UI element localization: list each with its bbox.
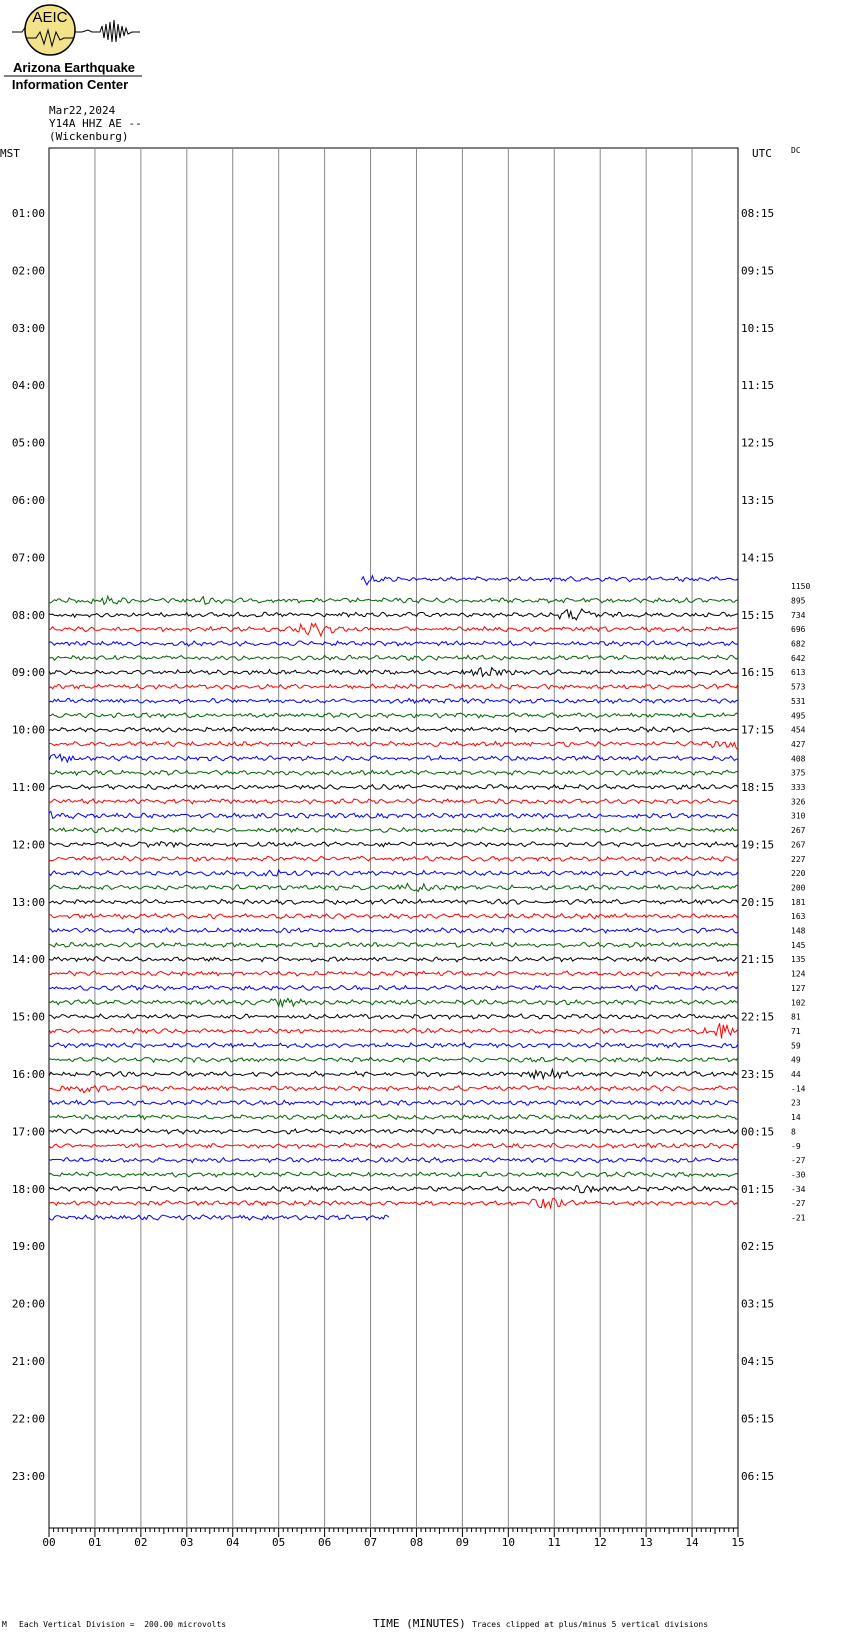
mst-hour-label: 09:00: [11, 666, 45, 680]
dc-offset-label: 81: [791, 1012, 801, 1022]
utc-hour-label: 16:15: [741, 666, 775, 680]
mst-hour-label: 21:00: [11, 1355, 45, 1368]
dc-offset-label: 734: [791, 610, 806, 620]
dc-offset-label: 531: [791, 696, 806, 706]
mst-hour-label: 13:00: [11, 895, 45, 909]
x-tick-label: 08: [409, 1536, 424, 1549]
utc-hour-label: 02:15: [741, 1240, 775, 1254]
x-tick-label: 07: [363, 1536, 378, 1549]
trace-line: [49, 856, 738, 861]
trace-line: [49, 1115, 738, 1120]
trace-line: [49, 785, 738, 790]
trace-line: [49, 914, 738, 919]
dc-offset-label: -27: [791, 1199, 806, 1209]
utc-hour-label: 22:15: [741, 1010, 775, 1024]
utc-hour-label: 15:15: [741, 608, 775, 622]
mst-hour-label: 08:00: [11, 608, 45, 622]
trace-line: [49, 971, 738, 976]
utc-hour-label: 17:15: [741, 723, 775, 737]
utc-hour-label: 03:15: [741, 1297, 775, 1311]
dc-offset-label: 375: [791, 768, 806, 778]
clip-note: Traces clipped at plus/minus 5 vertical divisions: [472, 1620, 709, 1629]
dc-offset-label: 495: [791, 711, 806, 721]
trace-line: [49, 741, 738, 750]
left-axis-title: MST: [0, 147, 20, 160]
dc-offset-label: 227: [791, 854, 806, 864]
trace-line: [49, 754, 738, 762]
trace-line: [49, 811, 738, 818]
trace-line: [49, 957, 738, 962]
mst-hour-label: 14:00: [11, 953, 45, 967]
x-tick-label: 06: [317, 1536, 332, 1549]
dc-offset-label: -14: [791, 1084, 806, 1094]
x-axis-label: TIME (MINUTES): [373, 1617, 466, 1630]
mst-hour-label: 06:00: [11, 494, 45, 507]
trace-line: [49, 1069, 738, 1078]
utc-hour-label: 06:15: [741, 1469, 775, 1483]
logo-title-line1: Arizona Earthquake: [12, 60, 136, 75]
x-tick-label: 15: [731, 1536, 745, 1549]
dc-offset-label: 267: [791, 840, 806, 850]
trace-line: [49, 799, 738, 804]
trace-line: [49, 842, 738, 848]
minor-ticks: [49, 1528, 738, 1537]
trace-line: [49, 727, 738, 732]
dc-offset-label: 102: [791, 998, 806, 1008]
x-tick-label: 00: [42, 1536, 56, 1549]
utc-hour-label: 05:15: [741, 1412, 775, 1426]
dc-offset-label: 454: [791, 725, 806, 735]
dc-offset-label: 696: [791, 625, 806, 635]
dc-offset-label: 59: [791, 1041, 801, 1051]
logo-acronym: AEIC: [32, 9, 68, 26]
logo-title-line2: Information Center: [11, 77, 129, 92]
mst-hour-label: 23:00: [11, 1469, 45, 1483]
trace-line: [49, 1043, 738, 1048]
mst-hour-labels: [12, 207, 45, 1483]
dc-offset-label: 163: [791, 912, 806, 922]
trace-line: [49, 1186, 738, 1193]
dc-offset-label: 408: [791, 754, 806, 764]
trace-line: [49, 899, 738, 904]
trace-line: [49, 883, 738, 891]
trace-line: [49, 1014, 738, 1019]
x-tick-label: 04: [226, 1536, 240, 1549]
trace-line: [49, 1143, 738, 1148]
utc-hour-label: 21:15: [741, 953, 775, 967]
utc-hour-label: 00:15: [741, 1125, 775, 1139]
dc-offset-label: 895: [791, 596, 806, 606]
plot-frame: [49, 148, 738, 1528]
dc-offset-label: 14: [791, 1113, 801, 1123]
trace-line: [49, 1129, 738, 1134]
utc-hour-label: 10:15: [741, 321, 775, 335]
dc-offset-label: 333: [791, 783, 806, 792]
dc-offset-label: 23: [791, 1098, 801, 1108]
trace-line: [49, 770, 738, 775]
dc-offset-label: 181: [791, 897, 806, 907]
x-tick-label: 10: [501, 1536, 515, 1549]
dc-offset-label: 1150: [791, 582, 811, 592]
dc-offset-label: 427: [791, 739, 806, 749]
x-tick-label: 02: [134, 1536, 148, 1549]
record-date: Mar22,2024: [49, 104, 116, 117]
trace-line: [49, 684, 738, 689]
dc-offset-label: 49: [791, 1055, 801, 1065]
dc-offset-label: 145: [791, 940, 806, 950]
mst-hour-label: 22:00: [11, 1412, 45, 1426]
dc-offset-label: 127: [791, 983, 806, 993]
dc-offset-label: -27: [791, 1156, 806, 1166]
dc-offset-label: 573: [791, 682, 806, 692]
dc-offset-label: 148: [791, 926, 806, 936]
utc-hour-label: 12:15: [741, 436, 775, 450]
trace-line: [49, 1158, 738, 1163]
dc-offset-label: 310: [791, 811, 806, 821]
trace-line: [49, 698, 738, 703]
footer-mark: M: [2, 1620, 7, 1629]
trace-line: [49, 928, 738, 933]
utc-hour-label: 08:15: [741, 207, 775, 220]
mst-hour-label: 03:00: [11, 321, 45, 335]
dc-offset-label: 44: [791, 1070, 801, 1079]
minute-tick-labels: [42, 1536, 744, 1549]
dc-offset-label: 135: [791, 955, 806, 965]
utc-hour-label: 14:15: [741, 551, 775, 565]
x-tick-label: 13: [639, 1536, 653, 1549]
x-tick-label: 14: [685, 1536, 699, 1549]
utc-hour-label: 19:15: [741, 838, 775, 852]
dc-offset-label: 200: [791, 883, 806, 893]
seismic-traces: [49, 576, 738, 1220]
station-location: (Wickenburg): [49, 130, 129, 143]
x-tick-label: 12: [593, 1536, 607, 1549]
mst-hour-label: 20:00: [11, 1297, 45, 1311]
mst-hour-label: 17:00: [11, 1125, 45, 1139]
x-tick-label: 11: [547, 1536, 561, 1549]
mst-hour-label: 11:00: [11, 781, 45, 794]
trace-line: [49, 1057, 738, 1062]
trace-line: [49, 609, 738, 620]
right-axis-title: UTC: [752, 147, 772, 160]
mst-hour-label: 07:00: [11, 551, 45, 565]
trace-line: [49, 1199, 738, 1208]
utc-hour-label: 09:15: [741, 264, 775, 278]
dc-offset-label: -21: [791, 1213, 806, 1223]
dc-offset-label: 124: [791, 969, 806, 979]
dc-offset-label: -30: [791, 1170, 806, 1180]
dc-offset-label: 220: [791, 869, 806, 879]
utc-hour-label: 23:15: [741, 1068, 775, 1081]
mst-hour-label: 16:00: [11, 1068, 45, 1081]
utc-hour-label: 11:15: [741, 379, 775, 393]
trace-line: [49, 942, 738, 947]
trace-line: [49, 985, 738, 990]
trace-line: [49, 1215, 389, 1220]
mst-hour-label: 12:00: [11, 838, 45, 852]
x-tick-label: 09: [455, 1536, 470, 1549]
x-tick-label: 03: [180, 1536, 194, 1549]
trace-line: [49, 1100, 738, 1105]
trace-line: [49, 828, 738, 833]
utc-hour-label: 20:15: [741, 895, 775, 909]
utc-hour-label: 01:15: [741, 1182, 775, 1196]
vertical-gridlines: [95, 148, 692, 1528]
dc-offset-label: -34: [791, 1184, 806, 1194]
dc-offset-label: 71: [791, 1026, 801, 1036]
trace-line: [49, 998, 738, 1006]
mst-hour-label: 04:00: [11, 379, 45, 393]
x-tick-label: 05: [272, 1536, 286, 1549]
trace-line: [361, 576, 738, 585]
dc-offset-label: 326: [791, 797, 806, 807]
mst-hour-label: 15:00: [11, 1010, 45, 1024]
mst-hour-label: 02:00: [11, 264, 45, 278]
trace-line: [49, 870, 738, 876]
mst-hour-label: 01:00: [11, 207, 45, 220]
dc-offset-label: 8: [791, 1127, 796, 1137]
mst-hour-label: 19:00: [11, 1240, 45, 1254]
dc-offset-label: -9: [791, 1141, 801, 1151]
trace-line: [49, 1023, 738, 1038]
trace-line: [49, 668, 738, 677]
dc-offset-label: 267: [791, 826, 806, 836]
vertical-division-note: Each Vertical Division = 200.00 microvolts: [19, 1620, 227, 1629]
dc-offset-labels: [791, 582, 810, 1222]
mst-hour-label: 18:00: [11, 1182, 45, 1196]
trace-line: [49, 713, 738, 718]
dc-offset-label: 642: [791, 653, 806, 663]
mst-hour-label: 10:00: [11, 723, 45, 737]
station-code: Y14A HHZ AE --: [49, 117, 142, 130]
utc-hour-labels: [741, 207, 774, 1483]
trace-line: [49, 655, 738, 660]
trace-line: [49, 641, 738, 646]
trace-line: [49, 624, 738, 637]
utc-hour-label: 13:15: [741, 494, 775, 507]
dc-offset-label: 682: [791, 639, 806, 649]
dc-column-title: DC: [791, 146, 801, 155]
utc-hour-label: 04:15: [741, 1355, 775, 1368]
trace-line: [49, 1172, 738, 1177]
x-tick-label: 01: [88, 1536, 102, 1549]
mst-hour-label: 05:00: [11, 436, 45, 450]
utc-hour-label: 18:15: [741, 781, 775, 794]
trace-line: [49, 1086, 738, 1093]
trace-line: [49, 596, 738, 604]
dc-offset-label: 613: [791, 668, 806, 678]
